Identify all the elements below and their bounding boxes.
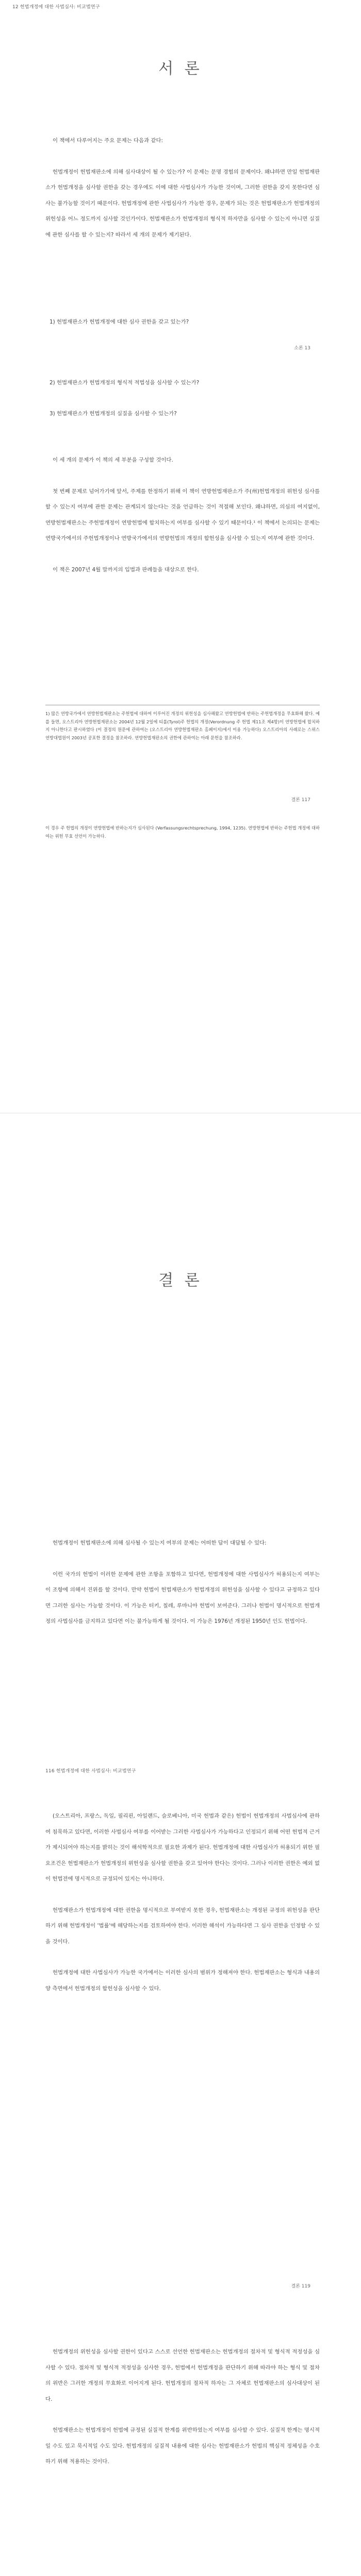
paragraph: 헌법개정이 헌법재판소에 의해 심사대상이 될 수 있는가? 이 문제는 문명 경험의 문제이다. 왜냐하면 만일 헌법재판소가 헌법개정을 심사할 권한을 갖는 경우에도 이에 대한 사법심사가 가능한 것이며, 그러한 권한을 갖지 못한다면 심사는 불가능할 것이기 때문이다. 헌법개정에 관한 사법심사가 가능한 경우, 문제가 되는 것은 헌법재판소가 헌법개정의 위헌성을 어느 정도까지 심사할 것인가이다. 헌법재판소가 헌법개정의 형식적 하자만을 심사할 수 있는지 아니면 실질에 관한 심사를 할 수 있는지? 따라서 세 개의 문제가 제기된다. <box>45 168 320 238</box>
paragraph: (오스트리아, 프랑스, 독일, 필리핀, 아일랜드, 슬로베니아, 미국 헌법과 같은) 헌법이 헌법개정의 사법심사에 관하여 침묵하고 있다면, 이러한 사법심사 여부를 이어받는 그러한 사법심사가 가능하다고 인정되기 위해 어떤 헌법적 근거가 제시되어야 하는지를 밝히는 것이 해석학적으로 필요한 과제가 된다. 헌법개정에 대한 사법심사가 허용되기 위한 필요조건은 헌법재판소가 헌법개정의 위헌성을 심사할 권한을 갖고 있어야 한다는 것이다. 그러나 이러한 권한은 예외 없이 헌법전에 명시적으로 규정되어 있지는 아니하다. <box>45 1813 320 1882</box>
paragraph: 이 세 개의 문제가 이 책의 세 부분을 구성할 것이다. <box>53 457 173 463</box>
running-head: 116 헌법개정에 대한 사법심사: 비교법연구 <box>45 1769 136 1774</box>
paragraph: 헌법개정에 대한 사법심사가 가능한 국가에서는 이러한 심사의 범위가 정해져야 한다. 헌법재판소는 형식과 내용의 양 측면에서 헌법개정의 합헌성을 심사할 수 있다. <box>45 1970 320 1992</box>
page-conclusion <box>0 1118 361 2576</box>
page-number: 결론 119 <box>291 2284 310 2289</box>
intro-text <box>45 133 320 258</box>
question-list <box>50 314 318 330</box>
paragraph: 헌법개정의 위헌성을 심사할 권한이 있다고 스스로 선언한 헌법재판소는 헌법개정의 절차적 및 형식적 적정성을 심사할 수 있다. 절차적 및 형식적 적정성을 심사한 경우, 헌법에서 헌법개정을 판단하기 위해 따라야 하는 형식 및 절차의 위반은 그러한 개정의 무효화로 이어지게 된다. 헌법개정의 절차적 하자는 그 자체로 헌법재판소의 심사대상이 된다. <box>45 2349 320 2402</box>
paragraph: 이 책에서 다루어지는 주요 문제는 다음과 같다: <box>53 138 163 144</box>
paragraph: 헌법개정이 헌법재판소에 의해 심사될 수 있는지 여부의 문제는 어떠한 답이 대답될 수 있다: <box>53 1540 267 1546</box>
question-item: 1) 헌법재판소가 헌법개정에 대한 심사 권한을 갖고 있는가? <box>50 319 189 325</box>
question-item: 2) 헌법재판소가 헌법개정의 형식적 적법성을 심사할 수 있는가? <box>50 380 200 386</box>
running-head: 12 헌법개정에 대한 사법심사: 비교법연구 <box>12 5 100 10</box>
paragraph: 헌법재판소가 헌법개정에 대한 권한을 명시적으로 부여받지 못한 경우, 헌법재판소는 개정된 규정의 위헌성을 판단하기 위해 헌법개정이 '법률'에 해당하는지를 검토하여야 한다. 이러한 해석이 가능하다면 그 심사 권한을 인정할 수 있을 것이다. <box>45 1907 320 1945</box>
footnote: 1) 많은 연방국가에서 연방헌법재판소는 주헌법에 대하여 이루어진 개정의 위헌성을 심사해왔고 연방헌법에 반하는 주헌법개정을 무효화해 왔다. 예를 들면, 오스트리아 연방헌법재판소는 2004년 12월 2일에 티롤(Tyrol)주 헌법의 개정(Verordnung 주 헌법 제11조 제4항)이 연방헌법에 합치하지 아니한다고 판시하였다 (이 결정의 원문에 관하여는 ⟨오스트리아 연방헌법재판소 홈페이지⟩에서 이용 가능하다) 오스트리아의 사례로는 스위스 연방대법원이 2003년 공포한 결정을 참조하라. 연방헌법재판소의 권한에 관하여는 아래 문헌을 참조하라. <box>45 711 320 740</box>
body-text <box>45 452 320 593</box>
chapter-title: 결 론 <box>158 1272 203 1290</box>
paragraph: 헌법재판소는 헌법개정이 헌법에 규정된 실질적 한계를 위반하였는지 여부를 심사할 수 있다. 실질적 한계는 명시적일 수도 있고 묵시적일 수도 있다. 헌법개정의 실질적 내용에 대한 심사는 헌법재판소가 헌법의 핵심적 정체성을 수호하기 위해 적용하는 것이다. <box>45 2427 320 2465</box>
paragraph: 첫 번째 문제로 넘어가기에 앞서, 주제를 한정하기 위해 이 책이 연방헌법재판소가 주(州)헌법개정의 위헌성 심사를 할 수 있는지 여부에 관한 문제는 관계되지 않는다는 것을 언급하는 것이 적절해 보인다. 왜냐하면, 의심의 여지없이, 연방헌법재판소는 주헌법개정이 연방헌법에 합치하는지 여부를 심사할 수 있기 때문이다.¹ 이 책에서 논의되는 문제는 연방국가에서의 주헌법개정이나 연방국가에서의 연방헌법의 개정의 합헌성을 심사할 수 있는지 여부에 관한 것이다. <box>45 488 320 541</box>
page-number: 소론 13 <box>294 346 310 351</box>
question-item: 3) 헌법재판소가 헌법개정의 실질을 심사할 수 있는가? <box>50 411 177 417</box>
question-list <box>50 375 318 421</box>
page-number: 결론 117 <box>291 798 310 803</box>
body-text <box>45 1808 320 2012</box>
body-text <box>45 1535 320 1645</box>
chapter-title: 서 론 <box>158 60 203 78</box>
body-text <box>45 2344 320 2485</box>
paragraph: 이 책은 2007년 4월 말까지의 입법과 판례들을 대상으로 한다. <box>53 566 199 573</box>
footnote-continued: 이 경우 주 헌법의 개정이 연방헌법에 반하는지가 심사된다 (Verfassungsrechtsprechung, 1994, 1235). 연방헌법에 반하는 주헌법 개정에 대하여는 위헌 무효 선언이 가능하다. <box>45 825 320 839</box>
paragraph: 이런 국가의 헌법이 이러한 문제에 관한 조항을 포함하고 있다면, 헌법개정에 대한 사법심사가 허용되는지 여부는 이 조항에 의해서 진위를 할 것이다. 만약 헌법이 헌법재판소가 헌법개정의 위헌성을 심사할 수 있다고 규정하고 있다면 그러한 심사는 가능할 것이다. 이 가능은 터키, 칠레, 루마니아 헌법이 보여준다. 그러나 헌법이 명시적으로 헌법개정의 사법심사를 금지하고 있다면 이는 불가능하게 될 것이다. 이 가능은 1976년 개정된 1950년 인도 헌법이다. <box>45 1571 320 1624</box>
page-introduction <box>0 0 361 1108</box>
